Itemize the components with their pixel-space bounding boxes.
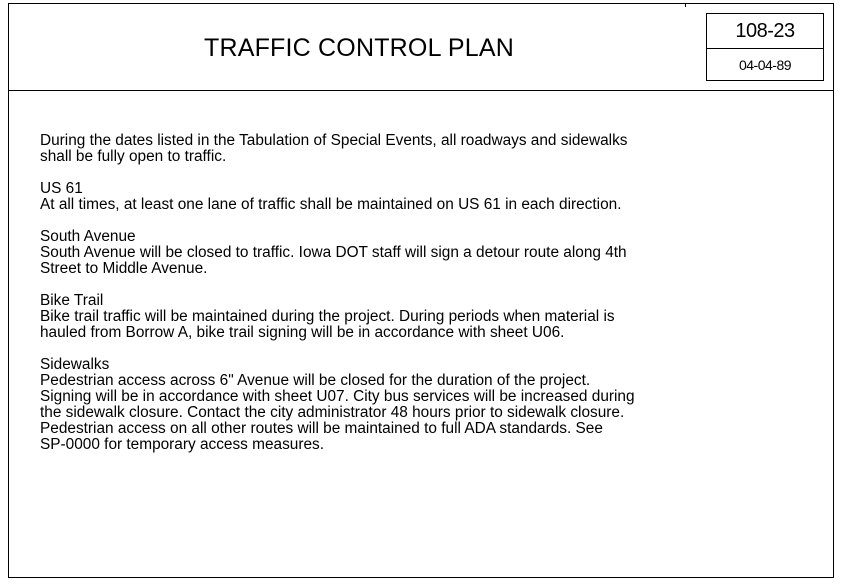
- section-line: South Avenue will be closed to traffic. Iowa DOT staff will sign a detour route along 4th: [40, 244, 627, 261]
- section-line: Bike trail traffic will be maintained during the project. During periods when material is: [40, 308, 615, 325]
- section-bike-trail: [40, 293, 780, 341]
- section-heading: US 61: [40, 180, 83, 197]
- intro-line: shall be fully open to traffic.: [40, 148, 227, 165]
- section-line: At all times, at least one lane of traffic shall be maintained on US 61 in each direction.: [40, 196, 622, 213]
- section-line: Pedestrian access across 6ʺ Avenue will be closed for the duration of the project.: [40, 372, 591, 389]
- section-line: Street to Middle Avenue.: [40, 260, 208, 277]
- section-line: hauled from Borrow A, bike trail signing will be in accordance with sheet U06.: [40, 324, 565, 341]
- section-line: the sidewalk closure. Contact the city administrator 48 hours prior to sidewalk closure.: [40, 404, 625, 421]
- section-heading: Bike Trail: [40, 292, 104, 309]
- section-line: Pedestrian access on all other routes will be maintained to full ADA standards. See: [40, 420, 603, 437]
- section-line: SP-0000 for temporary access measures.: [40, 436, 324, 453]
- sheet-number: 108-23: [707, 14, 823, 49]
- sheet-date: 04-04-89: [738, 57, 792, 73]
- section-line: Signing will be in accordance with sheet U07. City bus services will be increased during: [40, 388, 635, 405]
- section-us-61: [40, 181, 780, 213]
- plan-notes: [40, 133, 780, 469]
- intro-line: During the dates listed in the Tabulation of Special Events, all roadways and sidewalks: [40, 132, 628, 149]
- section-heading: South Avenue: [40, 228, 136, 245]
- sheet-id-box: [706, 13, 824, 81]
- section-south-avenue: [40, 229, 780, 277]
- title-block: [9, 4, 833, 91]
- section-heading: Sidewalks: [40, 356, 110, 373]
- page-title: TRAFFIC CONTROL PLAN: [203, 34, 515, 62]
- section-sidewalks: [40, 357, 780, 453]
- intro-paragraph: [40, 133, 780, 165]
